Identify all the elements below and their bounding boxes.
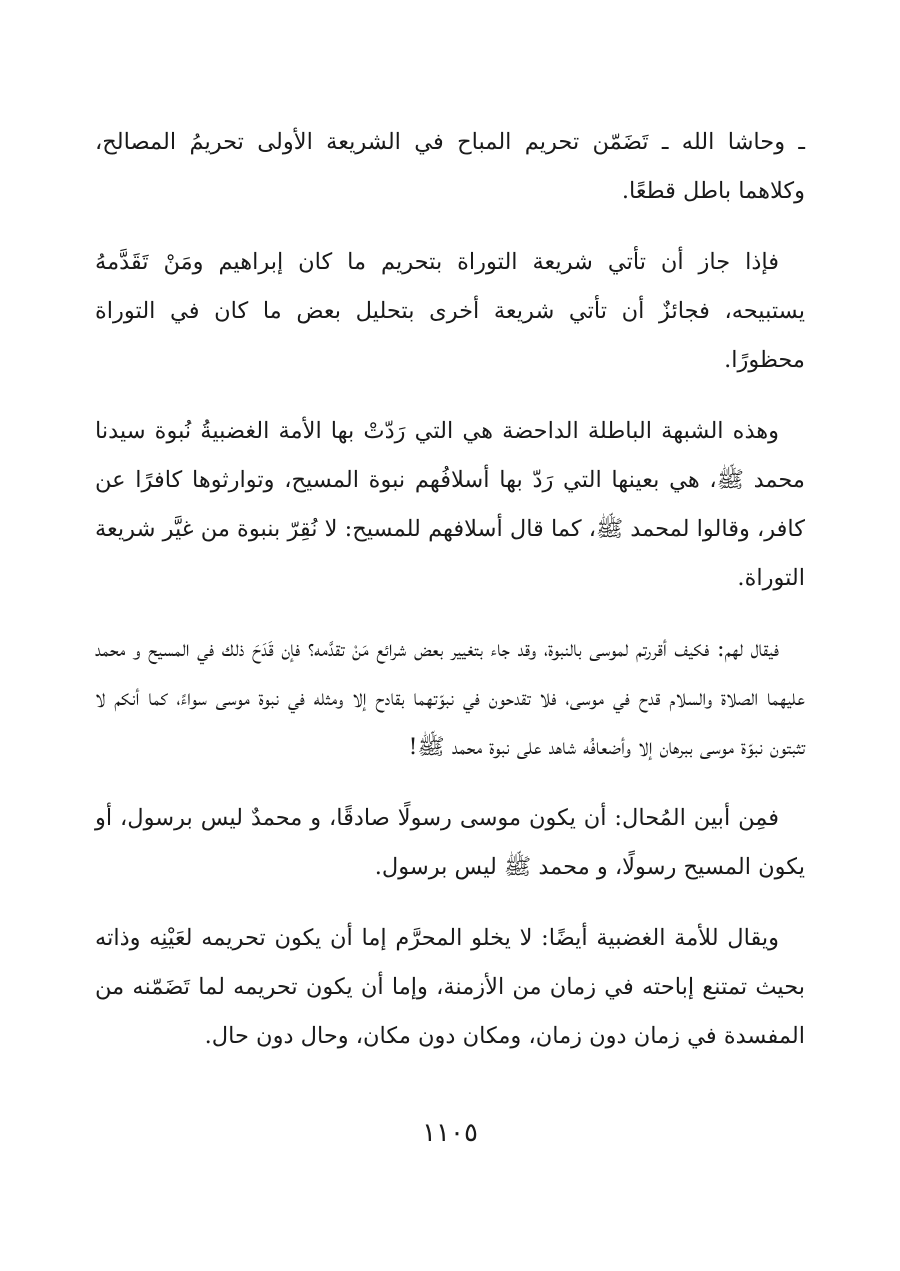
page-number: ١١٠٥ <box>422 1118 478 1148</box>
paragraph-1: ـ وحاشا الله ـ تَضَمّن تحريم المباح في الشريعة الأولى تحريمُ المصالح، وكلاهما باطل قطعًا. <box>95 129 805 204</box>
paragraph-6: ويقال للأمة الغضبية أيضًا: لا يخلو المحرَّم إما أن يكون تحريمه لعَيْنِه وذاته بحيث تمتنع إباحته في زمان من الأزمنة، وإما أن يكون تحريمه لما تَضَمّنه من المفسدة في زمان دون زمان، ومكان دون مكان، وحال دون حال. <box>95 925 805 1049</box>
paragraph-4: فيقال لهم: فكيف أقررتم لموسى بالنبوة، وقد جاء بتغيير بعض شرائع مَنْ تقدَّمه؟ فإن قَدَحَ ذلك في المسيح و محمد عليهما الصلاة والسلام قدح في موسى، فلا تقدحون في نبوّتهما بقادح إلا ومثله في نبوة موسى سواءً، كما أنكم لا تثبتون نبوّة موسى ببرهان إلا وأضعافُه شاهد على نبوة محمد ﷺ! <box>95 636 805 760</box>
paragraph-2: فإذا جاز أن تأتي شريعة التوراة بتحريم ما كان إبراهيم ومَنْ تَقَدَّمهُ يستبيحه، فجائزٌ أن تأتي شريعة أخرى بتحليل بعض ما كان في التوراة محظورًا. <box>95 249 805 373</box>
paragraph-5: فمِن أبين المُحال: أن يكون موسى رسولًا صادقًا، و محمدٌ ليس برسول، أو يكون المسيح رسولًا، و محمد ﷺ ليس برسول. <box>95 805 805 880</box>
paragraph-3: وهذه الشبهة الباطلة الداحضة هي التي رَدّتْ بها الأمة الغضبيةُ نُبوة سيدنا محمد ﷺ، هي بعينها التي رَدّ بها أسلافُهم نبوة المسيح، وتوارثوها كافرًا عن كافر، وقالوا لمحمد ﷺ، كما قال أسلافهم للمسيح: لا نُقِرّ بنبوة من غيَّر شريعة التوراة. <box>94 418 805 591</box>
page-body <box>95 118 805 1083</box>
